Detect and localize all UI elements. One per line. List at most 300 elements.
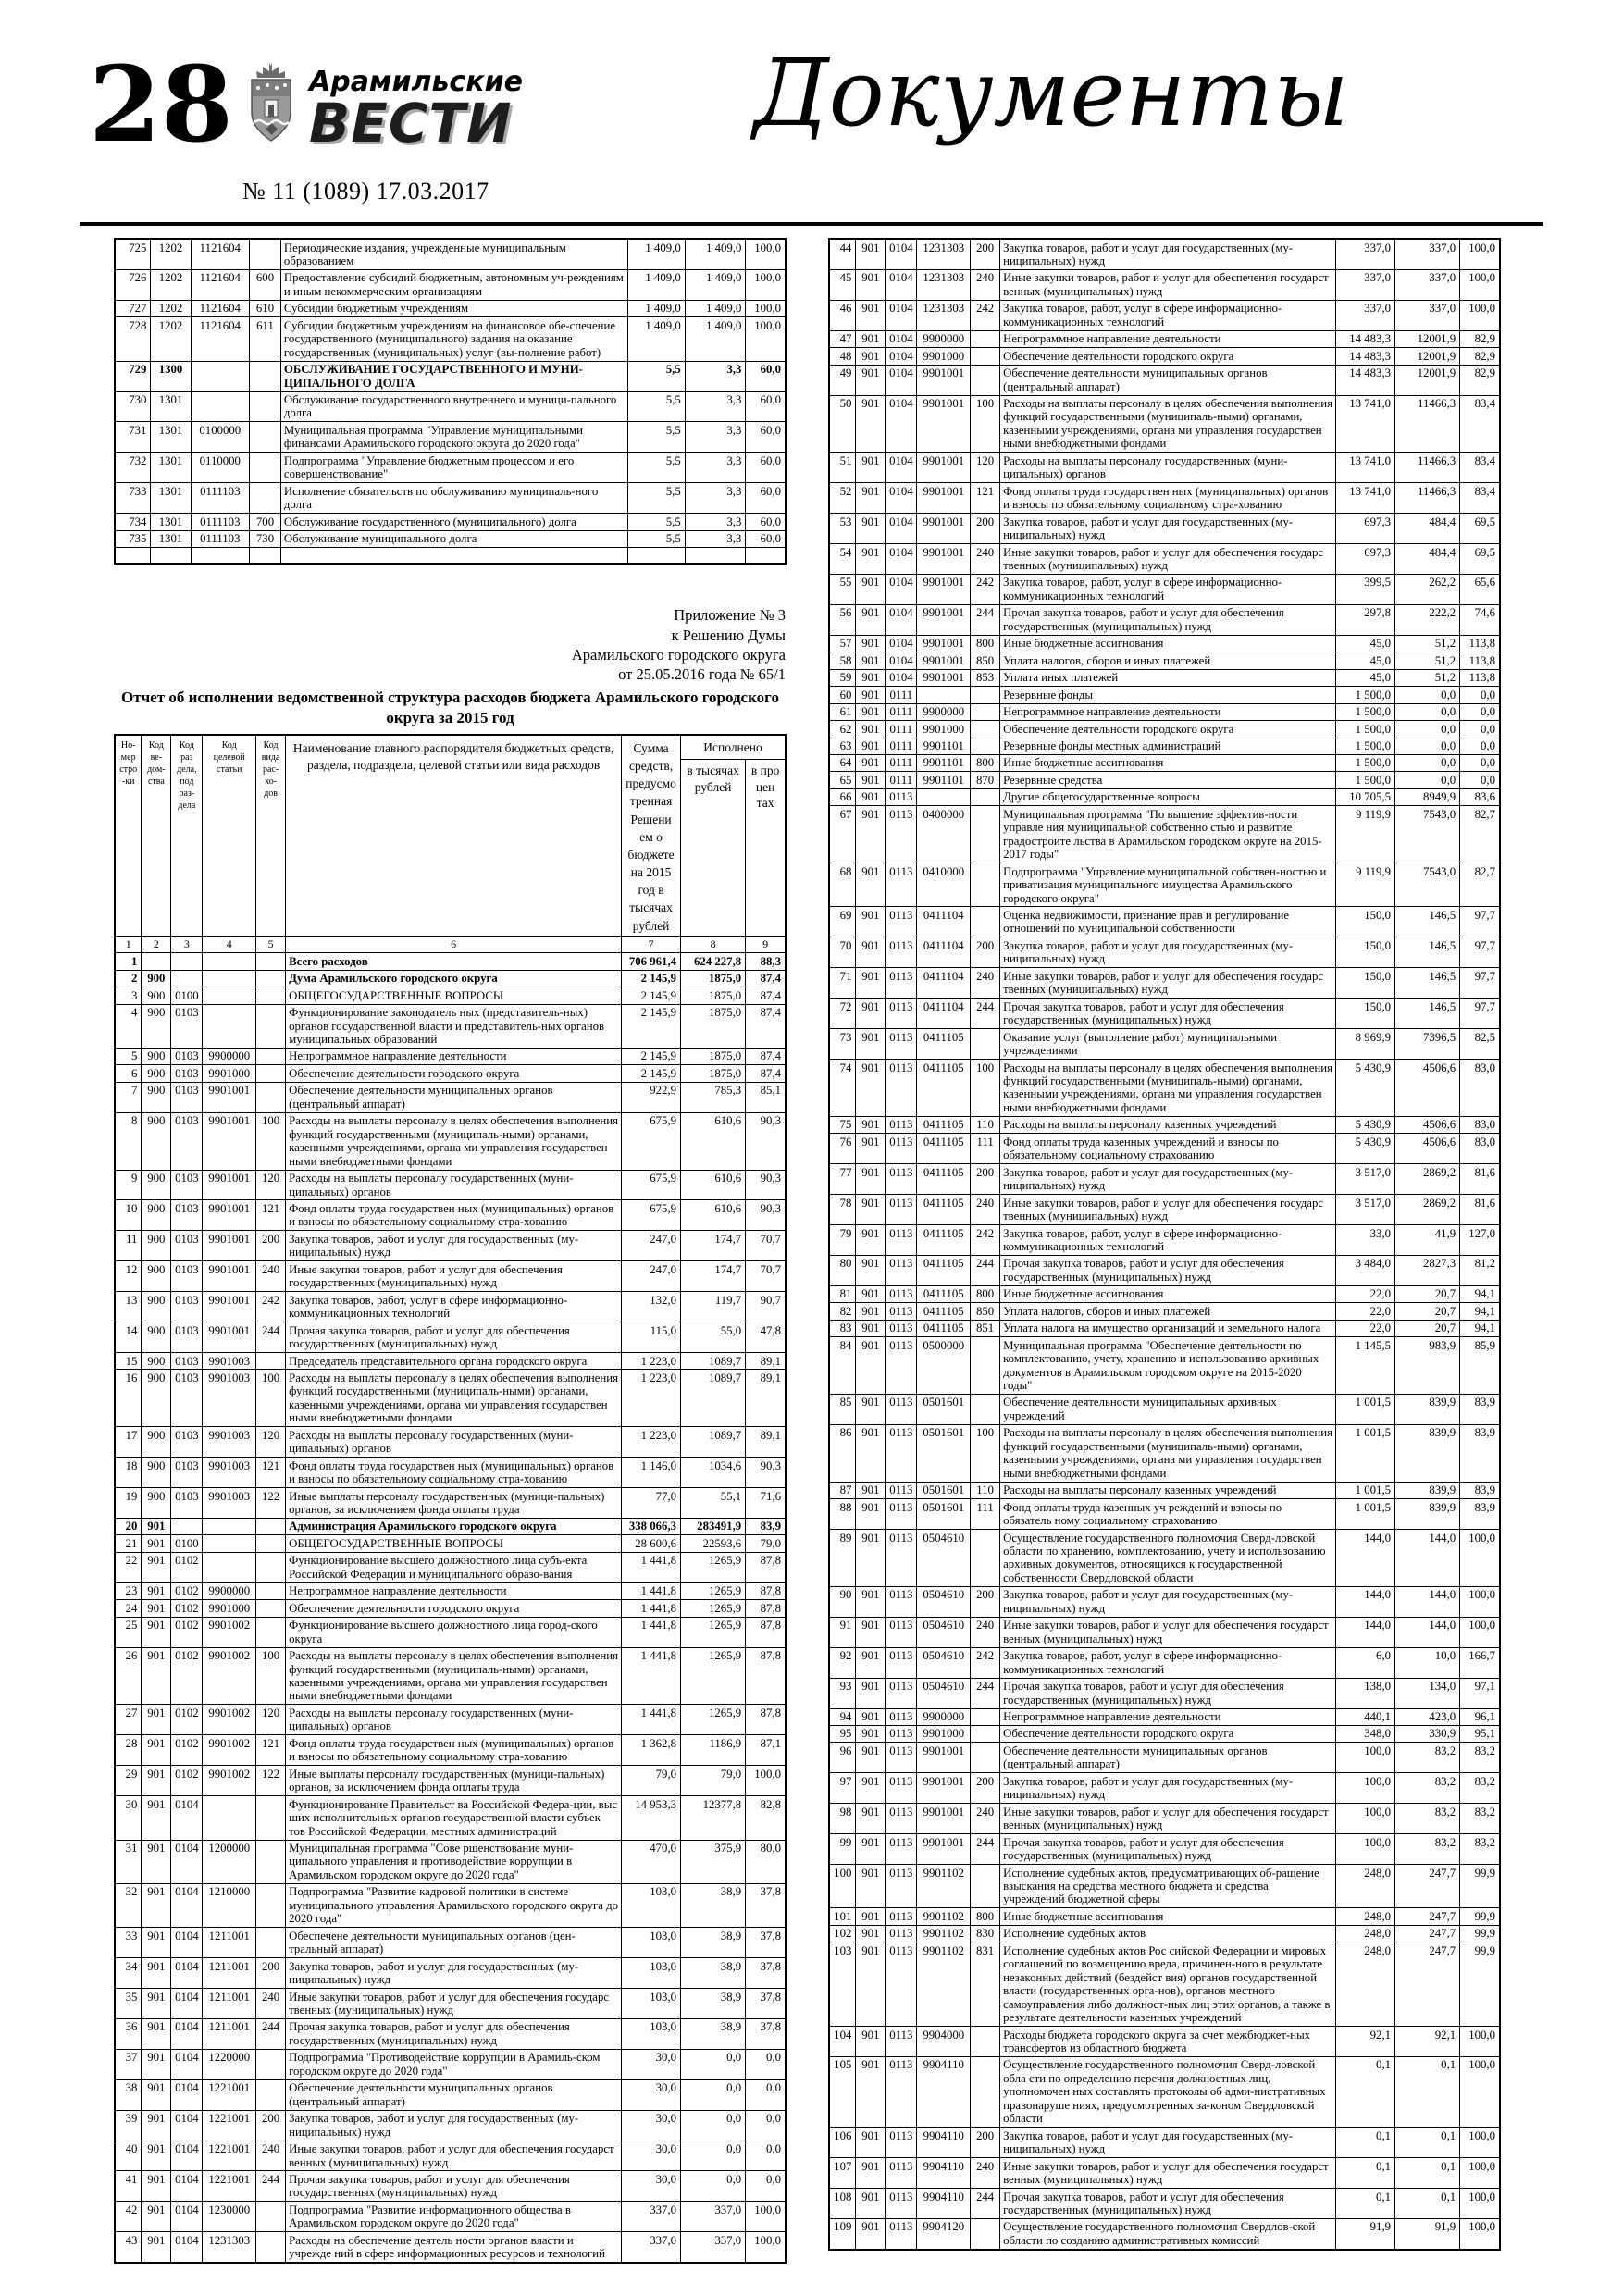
cell-n: 41 (115, 2171, 142, 2202)
cell-vd: 901 (856, 772, 886, 788)
cell-name: Обеспечение деятельности муниципальных архивных учреждений (1000, 1394, 1336, 1424)
cell-pct: 90,7 (746, 1292, 786, 1322)
table-row (115, 2232, 786, 2263)
cell-name: ОБСЛУЖИВАНИЕ ГОСУДАРСТВЕННОГО И МУНИ-ЦИПАЛЬНОГО ДОЛГА (280, 361, 627, 391)
cell-sum: 5,5 (628, 514, 686, 530)
cell-sum: 79,0 (622, 1766, 681, 1796)
cell-cs: 1231303 (203, 2232, 256, 2263)
cell-n: 17 (115, 1427, 142, 1458)
cell-ex: 0,1 (1395, 2128, 1460, 2158)
cell-vd: 901 (142, 1989, 171, 2019)
cell-vd: 900 (142, 1170, 171, 1200)
cell-vr: 100 (256, 1370, 286, 1427)
cell-vr (971, 788, 1000, 805)
cell-vr: 200 (971, 239, 1000, 269)
cell-vd: 900 (142, 1112, 171, 1170)
cell-vr (250, 391, 281, 422)
cell-rz: 0104 (171, 2018, 203, 2049)
cell-n: 27 (115, 1705, 142, 1735)
cell-vr (256, 1928, 286, 1958)
column-number-row (115, 937, 786, 953)
cell-cs: 1211001 (203, 1989, 256, 2019)
cell-vr (256, 1065, 286, 1082)
cell-vr: 244 (256, 2018, 286, 2049)
cell-vr: 121 (256, 1735, 286, 1766)
cell-name: Закупка товаров, работ, услуг в сфере информационно-коммуникационных технологий (1000, 574, 1336, 604)
table-row (829, 1499, 1500, 1530)
cell-vd: 901 (142, 1617, 171, 1647)
cell-sum: 1 146,0 (622, 1458, 681, 1488)
cell-cs: 9901101 (917, 772, 971, 788)
cell-pct: 83,9 (1460, 1424, 1500, 1482)
cell-vd: 901 (856, 395, 886, 453)
cell-rz: 0113 (886, 937, 917, 968)
col-number: 9 (746, 937, 786, 953)
header-ispolneno-tys: в тысячах рублей (681, 760, 746, 937)
cell-cs: 1221001 (203, 2110, 256, 2141)
cell-ex: 1875,0 (681, 1048, 746, 1064)
cell-pct: 87,8 (746, 1617, 786, 1647)
cell-name: Закупка товаров, работ и услуг для государственных (му-ниципальных) нужд (286, 1231, 622, 1261)
cell-vr (971, 1708, 1000, 1725)
cell-ex: 38,9 (681, 1928, 746, 1958)
cell-name: Закупка товаров, работ, услуг в сфере информационно-коммуникационных технологий (286, 1292, 622, 1322)
cell-cs: 0111103 (191, 483, 250, 514)
cell-rz: 0113 (886, 806, 917, 863)
cell-pct: 97,7 (1460, 999, 1500, 1029)
cell-ex: 11466,3 (1395, 453, 1460, 483)
cell-ex: 0,0 (1395, 738, 1460, 754)
cell-rz: 0113 (886, 1424, 917, 1482)
cell-name: ОБЩЕГОСУДАРСТВЕННЫЕ ВОПРОСЫ (286, 987, 622, 1004)
table-row (829, 1908, 1500, 1925)
cell-n: 43 (115, 2232, 142, 2263)
cell-vr: 111 (971, 1499, 1000, 1530)
cell-rz: 0104 (171, 2232, 203, 2263)
cell-rz (171, 953, 203, 970)
cell-pct: 0,0 (1460, 754, 1500, 771)
table-row (115, 239, 786, 269)
cell-rz: 0113 (886, 1225, 917, 1256)
cell-ex: 0,0 (681, 2110, 746, 2141)
cell-n: 84 (829, 1337, 856, 1395)
col-number: 8 (681, 937, 746, 953)
cell-sum: 13 741,0 (1336, 453, 1395, 483)
cell-vd: 901 (142, 1705, 171, 1735)
cell-pct: 0,0 (746, 2141, 786, 2171)
cell-n: 104 (829, 2027, 856, 2057)
cell-vr: 200 (256, 2110, 286, 2141)
table-row (829, 1164, 1500, 1195)
cell-vd: 900 (142, 1458, 171, 1488)
cell-n: 56 (829, 604, 856, 635)
cell-cs (917, 687, 971, 703)
cell-rz: 0104 (171, 2049, 203, 2079)
table-row (829, 269, 1500, 300)
table-row (829, 721, 1500, 738)
cell-cs: 1221001 (203, 2171, 256, 2202)
cell-name: Иные бюджетные ассигнования (1000, 754, 1336, 771)
cell-cs: 9901001 (203, 1231, 256, 1261)
cell-vr: 240 (971, 968, 1000, 999)
cell-ex: 1875,0 (681, 987, 746, 1004)
cell-ex: 3,3 (685, 453, 746, 483)
cell-ex: 144,0 (1395, 1530, 1460, 1587)
cell-rz (151, 548, 191, 565)
table-row (829, 348, 1500, 365)
cell-cs: 0501601 (917, 1424, 971, 1482)
cell-n: 36 (115, 2018, 142, 2049)
cell-sum: 440,1 (1336, 1708, 1395, 1725)
cell-pct: 100,0 (746, 1766, 786, 1796)
cell-rz: 0113 (886, 1908, 917, 1925)
table-row (829, 2027, 1500, 2057)
cell-name: Фонд оплаты труда государствен ных (муниципальных) органов и взносы по обязательному социальному стра-хованию (286, 1458, 622, 1488)
cell-pct: 60,0 (746, 391, 786, 422)
cell-vr (971, 348, 1000, 365)
cell-vr: 600 (250, 269, 281, 300)
cell-sum: 13 741,0 (1336, 395, 1395, 453)
cell-name (280, 548, 627, 565)
cell-sum: 150,0 (1336, 968, 1395, 999)
cell-ex: 83,2 (1395, 1773, 1460, 1804)
cell-ex: 839,9 (1395, 1394, 1460, 1424)
col-number: 4 (203, 937, 256, 953)
cell-vd: 901 (142, 1647, 171, 1705)
cell-vd: 901 (142, 1518, 171, 1534)
cell-name: Расходы на выплаты персоналу в целях обеспечения выполнения функций государственными (муниципаль-ными) органами, казенными учреждениями, органа ми управления государствен ными внебюджетными фондами (286, 1647, 622, 1705)
cell-pct: 82,8 (746, 1796, 786, 1840)
cell-ex: 247,7 (1395, 1942, 1460, 2027)
table-row (829, 1116, 1500, 1133)
cell-cs: 0411104 (917, 937, 971, 968)
cell-name: Прочая закупка товаров, работ и услуг для обеспечения государственных (муниципальных) нужд (1000, 1678, 1336, 1708)
cell-pct: 82,9 (1460, 330, 1500, 347)
table-row (115, 1322, 786, 1353)
table-row (829, 999, 1500, 1029)
cell-n: 63 (829, 738, 856, 754)
cell-sum: 337,0 (1336, 239, 1395, 269)
cell-rz: 0104 (886, 514, 917, 544)
cell-rz: 0102 (171, 1617, 203, 1647)
cell-vr (256, 953, 286, 970)
table-row (829, 687, 1500, 703)
cell-rz: 0104 (886, 330, 917, 347)
cell-vd: 901 (856, 687, 886, 703)
cell-pct: 60,0 (746, 361, 786, 391)
cell-pct: 87,4 (746, 987, 786, 1004)
cell-n: 95 (829, 1725, 856, 1742)
cell-sum: 30,0 (622, 2049, 681, 2079)
cell-pct: 99,9 (1460, 1865, 1500, 1908)
cell-sum: 1 441,8 (622, 1705, 681, 1735)
cell-sum: 5 430,9 (1336, 1134, 1395, 1164)
cell-n: 42 (115, 2202, 142, 2232)
cell-ex: 1265,9 (681, 1617, 746, 1647)
cell-rz: 0103 (171, 1353, 203, 1370)
cell-n: 726 (115, 269, 151, 300)
cell-pct: 89,1 (746, 1353, 786, 1370)
cell-cs: 9901000 (203, 1600, 256, 1617)
cell-rz: 0113 (886, 2128, 917, 2158)
cell-cs: 9901001 (917, 514, 971, 544)
cell-name: Фонд оплаты труда государствен ных (муниципальных) органов и взносы по обязательному социальному стра-хованию (286, 1735, 622, 1766)
table-row (115, 1552, 786, 1582)
cell-n: 3 (115, 987, 142, 1004)
cell-ex: 20,7 (1395, 1303, 1460, 1320)
cell-vr: 100 (256, 1647, 286, 1705)
cell-rz: 0102 (171, 1705, 203, 1735)
cell-vr (256, 1518, 286, 1534)
cell-ex: 38,9 (681, 2018, 746, 2049)
cell-name: Обеспечение деятельности городского округа (1000, 1725, 1336, 1742)
cell-name: Обслуживание государственного внутреннего и муници-пального долга (280, 391, 627, 422)
cell-rz: 0103 (171, 1170, 203, 1200)
cell-ex: 2869,2 (1395, 1164, 1460, 1195)
table-row (829, 1942, 1500, 2027)
cell-cs: 9900000 (917, 330, 971, 347)
cell-vd: 901 (856, 1773, 886, 1804)
cell-pct: 60,0 (746, 422, 786, 453)
cell-cs: 9901001 (203, 1322, 256, 1353)
cell-vd: 900 (142, 1370, 171, 1427)
table-row (115, 2018, 786, 2049)
cell-name: Иные закупки товаров, работ и услуг для обеспечения государс твенных (муниципальных) нужд (1000, 1195, 1336, 1225)
cell-rz: 0113 (886, 1617, 917, 1647)
cell-ex: 0,0 (681, 2079, 746, 2110)
cell-ex: 4506,6 (1395, 1116, 1460, 1133)
table-row (829, 1060, 1500, 1117)
cell-name: Другие общегосударственные вопросы (1000, 788, 1336, 805)
coat-of-arms-icon (242, 59, 300, 151)
cell-pct: 100,0 (1460, 1530, 1500, 1587)
cell-n: 80 (829, 1255, 856, 1285)
cell-n: 51 (829, 453, 856, 483)
cell-pct: 127,0 (1460, 1225, 1500, 1256)
cell-name: Закупка товаров, работ и услуг для государственных (му-ниципальных) нужд (1000, 239, 1336, 269)
cell-sum: 1 409,0 (628, 269, 686, 300)
cell-name: Расходы на выплаты персоналу в целях обеспечения выполнения функций государственными (муниципаль-ными) органами, казенными учреждениями, органа ми управления государствен ными внебюджетными фондами (1000, 1424, 1336, 1482)
cell-rz: 0103 (171, 1231, 203, 1261)
cell-sum: 675,9 (622, 1170, 681, 1200)
cell-sum: 399,5 (1336, 574, 1395, 604)
cell-n: 83 (829, 1320, 856, 1336)
cell-vr: 122 (256, 1488, 286, 1519)
cell-sum: 0,1 (1336, 2158, 1395, 2189)
cell-cs: 1211001 (203, 2018, 256, 2049)
cell-vd: 901 (856, 544, 886, 575)
cell-name: Иные закупки товаров, работ и услуг для обеспечения государственных (муниципальных) нужд (286, 1261, 622, 1292)
cell-name: Резервные средства (1000, 772, 1336, 788)
cell-vr (971, 863, 1000, 907)
table-row (829, 544, 1500, 575)
cell-rz: 1202 (151, 317, 191, 361)
cell-n: 86 (829, 1424, 856, 1482)
cell-name: Осуществление государственного полномочия Сверд-ловской обла сти по определению перечня должностных лиц, уполномочен ных составлять протоколы об адми-нистративных правонаруше ниях, предусмотренных за-коном Свердловской области (1000, 2056, 1336, 2127)
cell-pct: 83,4 (1460, 483, 1500, 514)
cell-sum: 8 969,9 (1336, 1029, 1395, 1060)
cell-vd: 901 (856, 1060, 886, 1117)
cell-cs: 9901003 (203, 1458, 256, 1488)
cell-sum: 132,0 (622, 1292, 681, 1322)
cell-sum: 1 500,0 (1336, 721, 1395, 738)
cell-cs: 0411105 (917, 1255, 971, 1285)
cell-rz: 0102 (171, 1647, 203, 1705)
cell-vr (971, 721, 1000, 738)
cell-n: 733 (115, 483, 151, 514)
cell-rz: 0111 (886, 754, 917, 771)
cell-name: Резервные фонды местных администраций (1000, 738, 1336, 754)
table-row (115, 1705, 786, 1735)
cell-ex: 0,0 (1395, 772, 1460, 788)
cell-vr: 240 (971, 1195, 1000, 1225)
cell-name: Непрограммное направление деятельности (286, 1582, 622, 1599)
cell-cs: 9901102 (917, 1908, 971, 1925)
cell-pct: 37,8 (746, 2018, 786, 2049)
cell-ex: 262,2 (1395, 574, 1460, 604)
cell-name: Исполнение судебных актов Рос сийской Федерации и мировых соглашений по возмещению вреда, причинен-ного в результате незаконных действий (бездейст вия) органов государственной власти (государственных орга-нов), органов местного самоуправления либо должност-ных лиц этих органов, а также в результате деятельности казенных учреждений (1000, 1942, 1336, 2027)
cell-n: 73 (829, 1029, 856, 1060)
cell-cs: 1210000 (203, 1883, 256, 1927)
cell-vr: 800 (971, 754, 1000, 771)
cell-pct: 100,0 (746, 269, 786, 300)
cell-cs: 0411105 (917, 1164, 971, 1195)
table-row (115, 1535, 786, 1552)
cell-vr: 870 (971, 772, 1000, 788)
table-row (115, 1065, 786, 1082)
cell-rz: 0113 (886, 1337, 917, 1395)
cell-ex: 3,3 (685, 361, 746, 391)
cell-n: 64 (829, 754, 856, 771)
table-row (829, 330, 1500, 347)
cell-vd: 900 (142, 1322, 171, 1353)
cell-name: Субсидии бюджетным учреждениям (280, 300, 627, 316)
cell-sum: 248,0 (1336, 1908, 1395, 1925)
cell-ex: 0,0 (681, 2141, 746, 2171)
cell-ex: 83,2 (1395, 1804, 1460, 1834)
cell-name: Расходы на выплаты персоналу в целях обеспечения выполнения функций государственными (муниципаль-ными) органами, казенными учреждениями, органа ми управления государствен ными внебюджетными фондами (286, 1370, 622, 1427)
cell-rz: 0113 (886, 1116, 917, 1133)
table-row (829, 1482, 1500, 1498)
cell-name: Расходы на выплаты персоналу государственных (муни-ципальных) органов (1000, 453, 1336, 483)
cell-ex: 4506,6 (1395, 1060, 1460, 1117)
cell-rz: 1202 (151, 239, 191, 269)
cell-cs: 1221001 (203, 2141, 256, 2171)
table-row (829, 239, 1500, 269)
cell-rz: 0102 (171, 1600, 203, 1617)
cell-vr (256, 1840, 286, 1883)
cell-n: 67 (829, 806, 856, 863)
cell-vr: 240 (256, 2141, 286, 2171)
cell-n: 13 (115, 1292, 142, 1322)
cell-vr: 850 (971, 652, 1000, 669)
cell-ex: 3,3 (685, 391, 746, 422)
cell-ex: 51,2 (1395, 652, 1460, 669)
cell-n: 99 (829, 1834, 856, 1865)
cell-name: Прочая закупка товаров, работ и услуг для обеспечения государственных (муниципальных) нужд (286, 2018, 622, 2049)
cell-n: 97 (829, 1773, 856, 1804)
cell-n: 4 (115, 1004, 142, 1048)
cell-ex: 144,0 (1395, 1586, 1460, 1617)
cell-name: Обеспечение деятельности муниципальных органов (центральный аппарат) (286, 2079, 622, 2110)
cell-name: Обслуживание государственного (муниципального) долга (280, 514, 627, 530)
cell-ex: 785,3 (681, 1082, 746, 1112)
cell-vr: 100 (971, 1060, 1000, 1117)
cell-n: 81 (829, 1285, 856, 1302)
cell-vd: 901 (856, 1647, 886, 1678)
cell-name: Расходы на выплаты персоналу казенных учреждений (1000, 1116, 1336, 1133)
cell-n (115, 548, 151, 565)
cell-cs: 9900000 (203, 1582, 256, 1599)
cell-rz: 0104 (886, 669, 917, 686)
cell-sum: 337,0 (1336, 269, 1395, 300)
cell-sum: 247,0 (622, 1231, 681, 1261)
cell-vd: 901 (856, 1708, 886, 1725)
cell-pct: 83,6 (1460, 788, 1500, 805)
cell-pct: 37,8 (746, 1928, 786, 1958)
cell-sum: 45,0 (1336, 652, 1395, 669)
table-row (829, 1925, 1500, 1942)
cell-pct: 100,0 (1460, 1586, 1500, 1617)
cell-rz: 0104 (171, 1989, 203, 2019)
cell-vd: 901 (142, 2171, 171, 2202)
cell-cs: 9901001 (917, 395, 971, 453)
cell-sum: 103,0 (622, 1883, 681, 1927)
cell-name: Расходы на выплаты персоналу казенных учреждений (1000, 1482, 1336, 1498)
cell-cs: 0411105 (917, 1303, 971, 1320)
table-row (829, 365, 1500, 395)
cell-name: Закупка товаров, работ и услуг для государственных (му-ниципальных) нужд (286, 1958, 622, 1989)
cell-rz: 0113 (886, 1320, 917, 1336)
cell-ex: 1186,9 (681, 1735, 746, 1766)
table-row (115, 530, 786, 547)
cell-ex: 1 409,0 (685, 269, 746, 300)
cell-vr: 244 (971, 604, 1000, 635)
table-row (829, 1303, 1500, 1320)
cell-vr (256, 1004, 286, 1048)
table-row (115, 1518, 786, 1534)
cell-n: 54 (829, 544, 856, 575)
cell-rz: 0113 (886, 1678, 917, 1708)
table-row (115, 970, 786, 987)
cell-pct: 100,0 (1460, 2128, 1500, 2158)
cell-sum: 22,0 (1336, 1303, 1395, 1320)
cell-ex (685, 548, 746, 565)
cell-ex: 146,5 (1395, 907, 1460, 937)
cell-pct: 0,0 (1460, 721, 1500, 738)
table-row (829, 1804, 1500, 1834)
cell-ex: 0,0 (681, 2049, 746, 2079)
col-number: 1 (115, 937, 142, 953)
cell-pct: 0,0 (1460, 687, 1500, 703)
cell-sum: 144,0 (1336, 1530, 1395, 1587)
cell-ex: 12001,9 (1395, 348, 1460, 365)
cell-vd: 901 (856, 1908, 886, 1925)
budget-table-continued (828, 238, 1501, 2251)
report-title: Отчет об исполнении ведомственной структура расходов бюджета Арамильского городского округа за 2015 год (121, 688, 779, 726)
cell-pct: 0,0 (1460, 738, 1500, 754)
cell-pct: 87,4 (746, 1048, 786, 1064)
cell-ex: 1089,7 (681, 1353, 746, 1370)
table-row (829, 1320, 1500, 1336)
cell-n: 30 (115, 1796, 142, 1840)
cell-ex: 119,7 (681, 1292, 746, 1322)
cell-ex: 1 409,0 (685, 300, 746, 316)
cell-pct: 100,0 (1460, 1617, 1500, 1647)
cell-cs: 0400000 (917, 806, 971, 863)
cell-name: Прочая закупка товаров, работ и услуг для обеспечения государственных (муниципальных) нужд (1000, 2189, 1336, 2219)
cell-pct: 83,9 (1460, 1499, 1500, 1530)
